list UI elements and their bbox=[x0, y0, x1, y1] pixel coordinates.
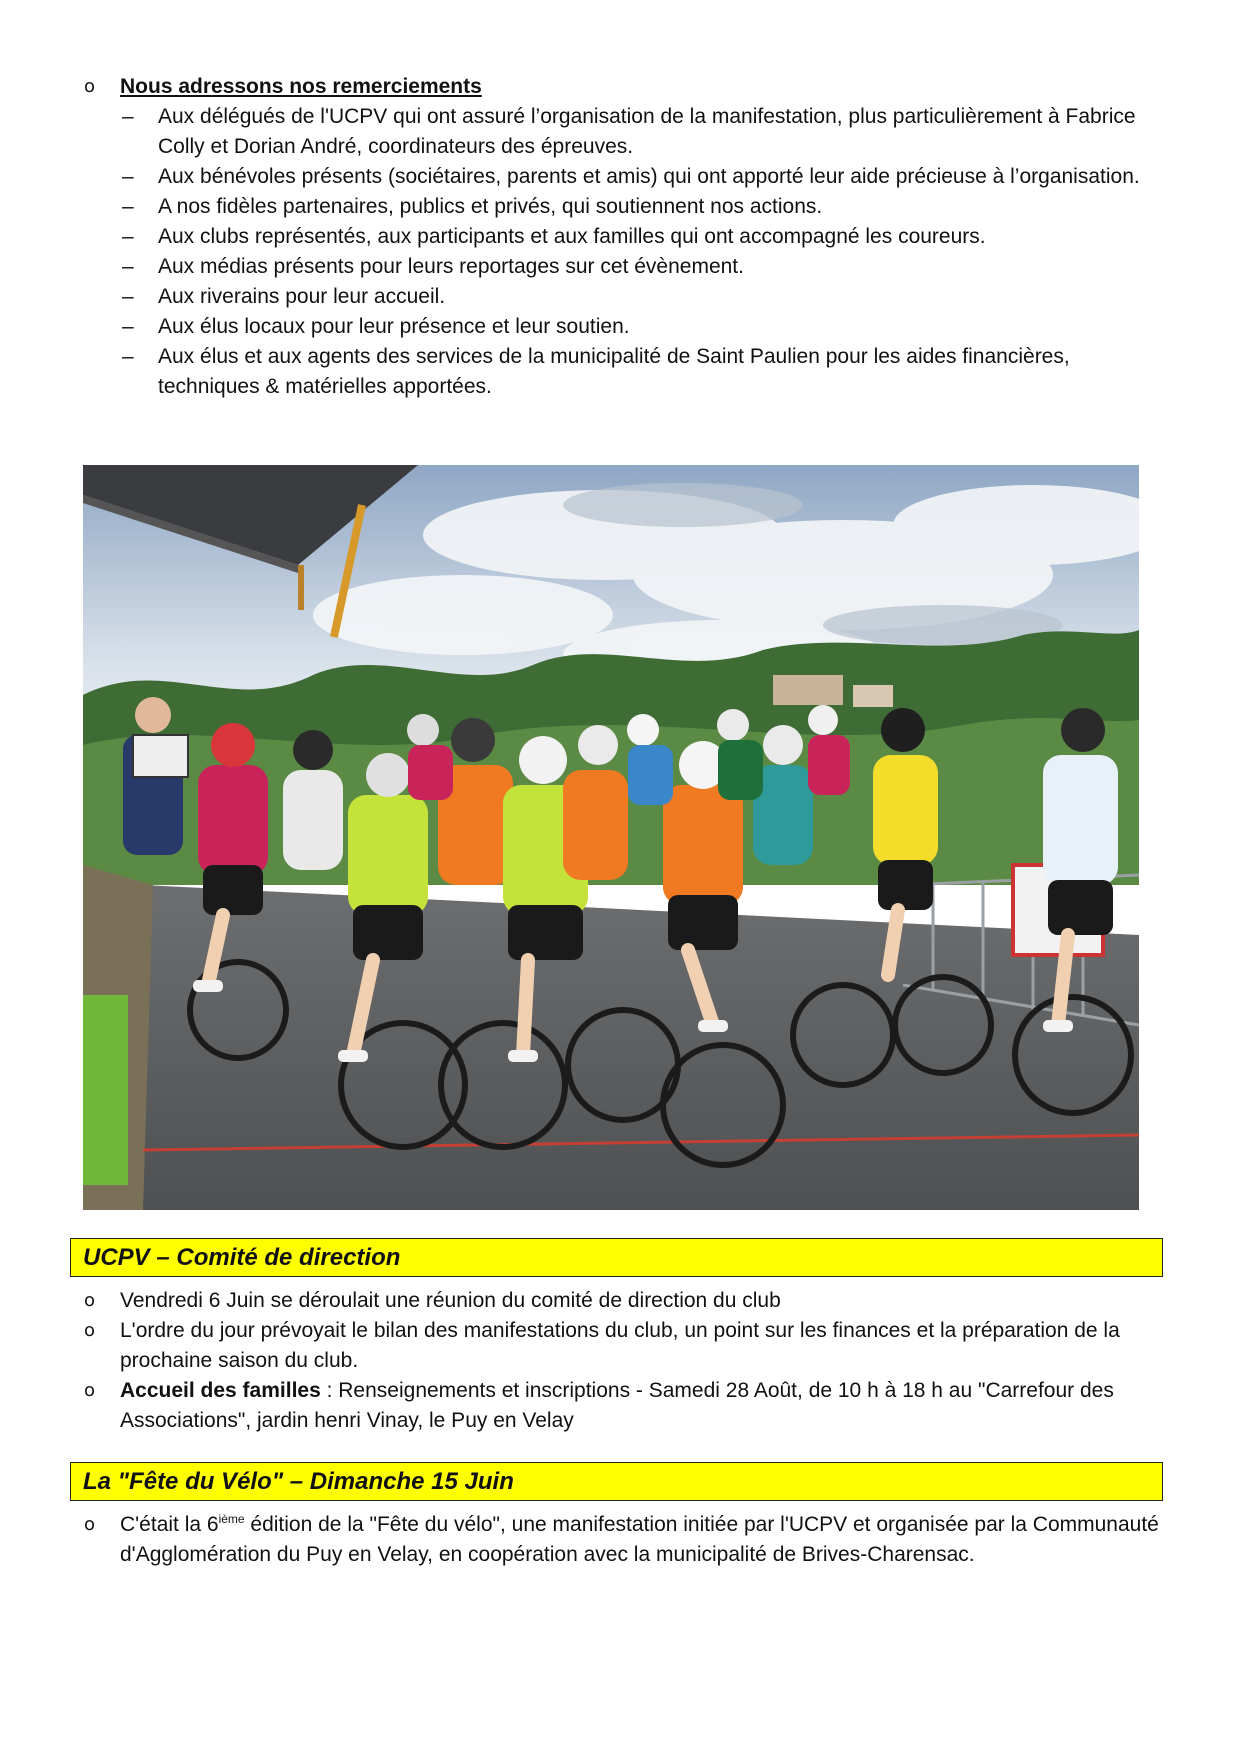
list-item: – Aux riverains pour leur accueil. bbox=[122, 285, 446, 308]
thanks-heading bbox=[84, 72, 1164, 102]
list-item: o L'ordre du jour prévoyait le bilan des manifestations du club, un point sur les finances et la préparation de la prochaine saison du club. bbox=[84, 1319, 1120, 1372]
committee-list bbox=[84, 1286, 1164, 1436]
fete-title: La "Fête du Vélo" – Dimanche 15 Juin bbox=[83, 1468, 514, 1495]
fete-section-header bbox=[70, 1462, 1163, 1501]
race-start-photo bbox=[83, 465, 1139, 1210]
committee-title: UCPV – Comité de direction bbox=[83, 1244, 401, 1271]
thanks-list bbox=[122, 102, 1152, 402]
committee-section-header bbox=[70, 1238, 1163, 1277]
list-item: – Aux bénévoles présents (sociétaires, parents et amis) qui ont apporté leur aide précieuse à l’organisation. bbox=[122, 165, 1140, 188]
list-item: – A nos fidèles partenaires, publics et privés, qui soutiennent nos actions. bbox=[122, 195, 823, 218]
list-item: – Aux médias présents pour leurs reportages sur cet évènement. bbox=[122, 255, 744, 278]
list-item: – Aux élus et aux agents des services de la municipalité de Saint Paulien pour les aides financières, techniques & matérielles apportées. bbox=[122, 345, 1070, 398]
list-item: o C'était la 6ième édition de la "Fête du vélo", une manifestation initiée par l'UCPV et organisée par la Communauté d'Agglomération du Puy en Velay, en coopération avec la municipalité de Brives-Charensac. bbox=[84, 1512, 1159, 1566]
list-item: – Aux délégués de l'UCPV qui ont assuré l’organisation de la manifestation, plus particulièrement à Fabrice Colly et Dorian André, coordinateurs des épreuves. bbox=[122, 105, 1136, 158]
list-item: – Aux élus locaux pour leur présence et leur soutien. bbox=[122, 315, 630, 338]
list-item: o Vendredi 6 Juin se déroulait une réunion du comité de direction du club bbox=[84, 1289, 781, 1312]
thanks-title: Nous adressons nos remerciements bbox=[120, 75, 482, 98]
list-item: – Aux clubs représentés, aux participants et aux familles qui ont accompagné les coureurs. bbox=[122, 225, 986, 248]
cyclists-photo-illustration bbox=[83, 465, 1139, 1210]
fete-list bbox=[84, 1510, 1164, 1570]
list-item: o Accueil des familles : Renseignements et inscriptions - Samedi 28 Août, de 10 h à 18 h au "Carrefour des Associations", jardin henri Vinay, le Puy en Velay bbox=[84, 1379, 1114, 1432]
circle-bullet: o bbox=[84, 76, 96, 97]
